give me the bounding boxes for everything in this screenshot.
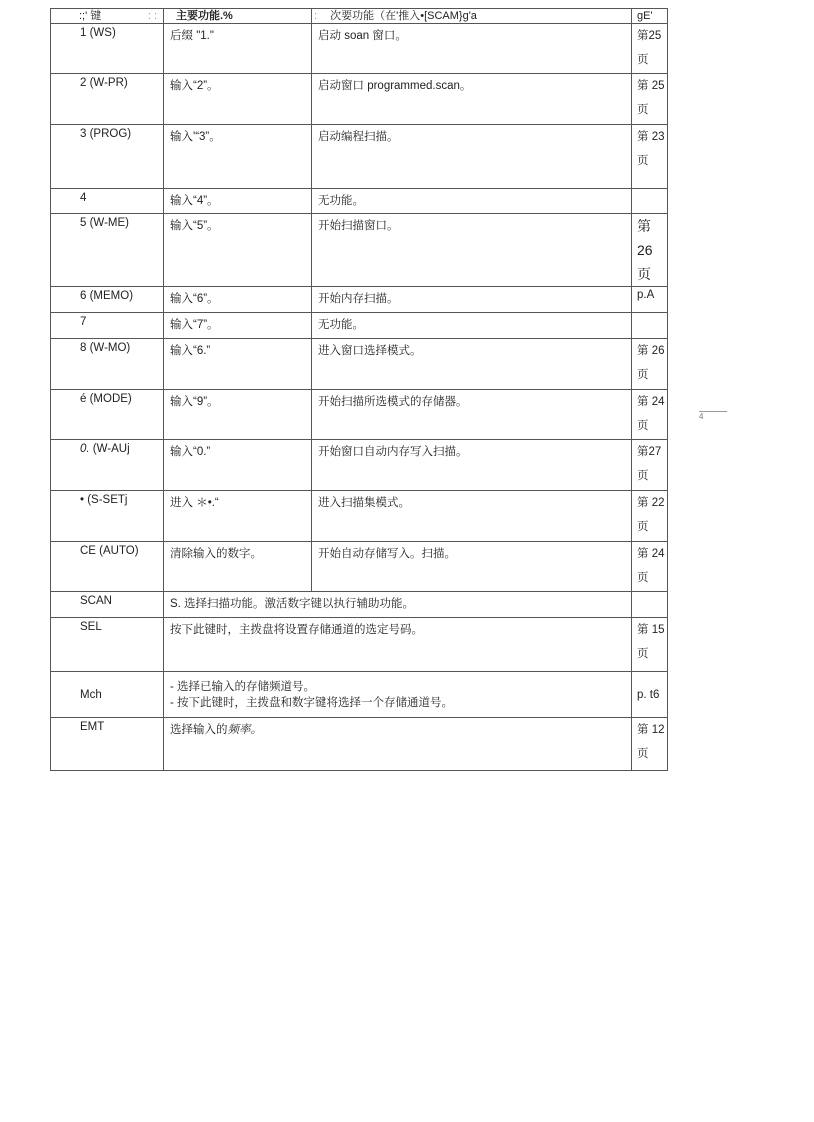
primary-cell: 输入“7”。 <box>164 313 312 339</box>
key-cell: EMT <box>51 718 164 771</box>
primary-cell: 输入'“3”。 <box>164 125 312 189</box>
primary-cell: 输入“6”。 <box>164 287 312 313</box>
page-cell: 第 24 页 <box>632 542 668 592</box>
primary-cell: 清除输入的数字。 <box>164 542 312 592</box>
table-row <box>51 718 668 771</box>
table-row <box>51 24 668 74</box>
primary-cell: 选择输入的频率。 <box>164 718 632 771</box>
secondary-cell: 启动 soan 窗口。 <box>312 24 632 74</box>
key-cell: 2 (W-PR) <box>51 74 164 125</box>
table-row <box>51 592 668 618</box>
table-row <box>51 339 668 390</box>
page-cell: 第 12 页 <box>632 718 668 771</box>
secondary-cell: 开始内存扫描。 <box>312 287 632 313</box>
key-cell: 1 (WS) <box>51 24 164 74</box>
table-row <box>51 287 668 313</box>
table-row <box>51 189 668 214</box>
page-cell: p.A <box>632 287 668 313</box>
header-primary: 主要功能.% <box>164 9 312 24</box>
table-row <box>51 313 668 339</box>
page-cell: 第 15 页 <box>632 618 668 672</box>
page-cell: 第 25 页 <box>632 74 668 125</box>
key-cell: SEL <box>51 618 164 672</box>
primary-cell: 输入“9”。 <box>164 390 312 440</box>
primary-cell: 进入 ＊•.“ <box>164 491 312 542</box>
secondary-cell: 进入窗口选择模式。 <box>312 339 632 390</box>
page-cell: 第 26 页 <box>632 339 668 390</box>
page-cell <box>632 313 668 339</box>
margin-page-mark: 4 <box>699 411 727 421</box>
table-row <box>51 125 668 189</box>
key-cell: Mch <box>51 672 164 718</box>
primary-cell: 输入“5”。 <box>164 214 312 287</box>
key-function-table <box>50 8 668 771</box>
secondary-cell: 启动编程扫描。 <box>312 125 632 189</box>
page-cell: 第 23 页 <box>632 125 668 189</box>
primary-cell: 输入“4”。 <box>164 189 312 214</box>
secondary-cell: 进入扫描集模式。 <box>312 491 632 542</box>
table-row <box>51 672 668 718</box>
table-row <box>51 542 668 592</box>
secondary-cell: 开始自动存储写入。扫描。 <box>312 542 632 592</box>
key-cell: 3 (PROG) <box>51 125 164 189</box>
table-row <box>51 491 668 542</box>
key-cell: 6 (MEMO) <box>51 287 164 313</box>
key-cell: SCAN <box>51 592 164 618</box>
page-cell <box>632 189 668 214</box>
key-cell: é (MODE) <box>51 390 164 440</box>
page-cell: 第27 页 <box>632 440 668 491</box>
secondary-cell: 开始扫描窗口。 <box>312 214 632 287</box>
page-cell <box>632 592 668 618</box>
key-cell: CE (AUTO) <box>51 542 164 592</box>
secondary-cell: 无功能。 <box>312 313 632 339</box>
page-cell: 第 26 页 <box>632 214 668 287</box>
key-cell: 4 <box>51 189 164 214</box>
primary-cell: 输入“0.” <box>164 440 312 491</box>
header-page: gE' <box>632 9 668 24</box>
key-cell: 7 <box>51 313 164 339</box>
table-row <box>51 74 668 125</box>
secondary-cell: 开始扫描所选模式的存储器。 <box>312 390 632 440</box>
primary-cell: 输入“6.” <box>164 339 312 390</box>
primary-cell <box>164 672 632 718</box>
page-cell: 第 22 页 <box>632 491 668 542</box>
table-row <box>51 214 668 287</box>
primary-cell: 后缀 "1." <box>164 24 312 74</box>
table-row <box>51 618 668 672</box>
key-cell: • (S-SETj <box>51 491 164 542</box>
key-cell: 8 (W-MO) <box>51 339 164 390</box>
header-key: :;' 键 : : <box>51 9 164 24</box>
primary-cell: 按下此键时，主拨盘将设置存储通道的选定号码。 <box>164 618 632 672</box>
table-row <box>51 440 668 491</box>
secondary-cell: 启动窗口 programmed.scan。 <box>312 74 632 125</box>
primary-cell: 输入“2”。 <box>164 74 312 125</box>
primary-line: - 按下此键时，主拨盘和数字键将选择一个存储通道号。 <box>170 696 454 709</box>
primary-line: - 选择已输入的存储频道号。 <box>170 680 316 693</box>
secondary-cell: 开始窗口自动内存写入扫描。 <box>312 440 632 491</box>
page-cell: 第25 页 <box>632 24 668 74</box>
header-secondary: : 次要功能（在'推入•[SCAM}g'a <box>312 9 632 24</box>
page-cell: p. t6 <box>632 672 668 718</box>
secondary-cell: 无功能。 <box>312 189 632 214</box>
page-cell: 第 24 页 <box>632 390 668 440</box>
primary-cell: S. 选择扫描功能。激活数字键以执行辅助功能。 <box>164 592 632 618</box>
table-header-row <box>51 9 668 24</box>
table-row <box>51 390 668 440</box>
key-cell: 0. (W-AUj <box>51 440 164 491</box>
key-cell: 5 (W-ME) <box>51 214 164 287</box>
